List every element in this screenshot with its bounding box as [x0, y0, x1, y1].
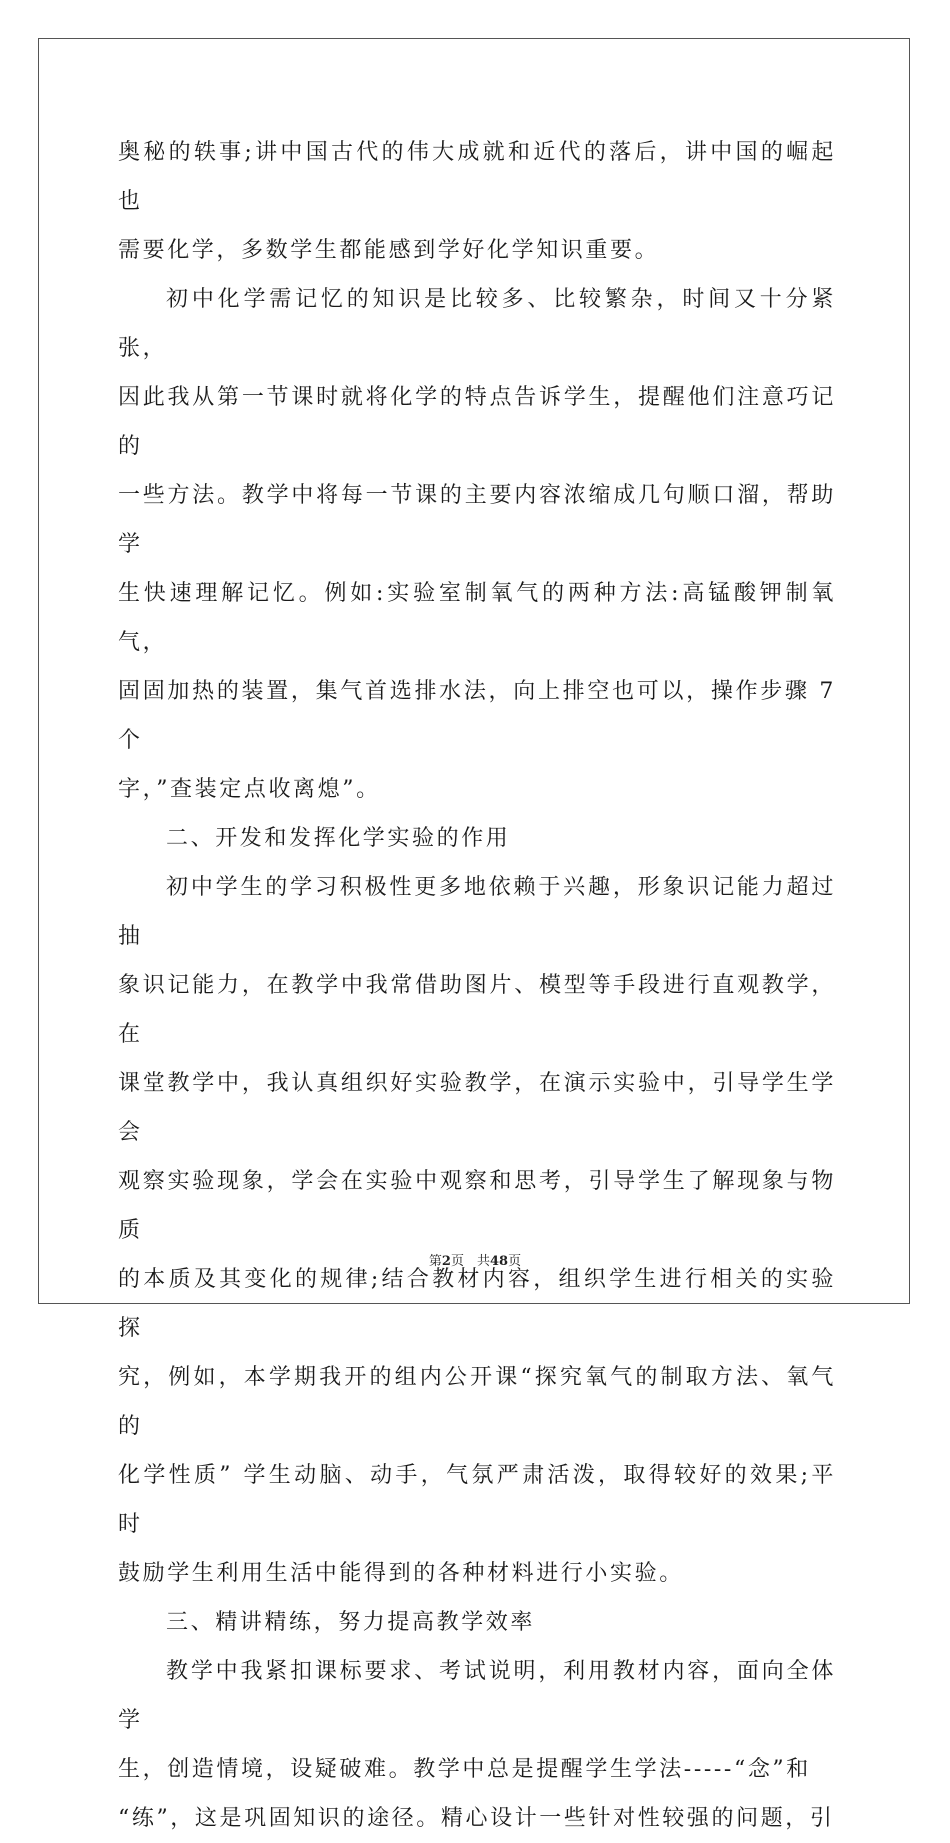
text-line: 生，创造情境，设疑破难。教学中总是提醒学生学法-----“念”和: [118, 1757, 811, 1782]
text-line: “练”，这是巩固知识的途径。精心设计一些针对性较强的问题，引: [118, 1806, 835, 1831]
footer-prefix: 第: [428, 1254, 442, 1269]
text-line: 教学中我紧扣课标要求、考试说明，利用教材内容，面向全体学: [118, 1659, 836, 1733]
paragraph-1: [118, 128, 836, 275]
text-line: 鼓励学生利用生活中能得到的各种材料进行小实验。: [118, 1561, 684, 1586]
current-page-number: 2: [441, 1254, 451, 1269]
footer-suffix: 页: [508, 1254, 522, 1269]
footer-mid: 页 共: [450, 1254, 490, 1269]
text-line: 初中学生的学习积极性更多地依赖于兴趣，形象识记能力超过抽: [118, 875, 836, 949]
text-line: 因此我从第一节课时就将化学的特点告诉学生，提醒他们注意巧记的: [118, 385, 836, 459]
text-line: 观察实验现象，学会在实验中观察和思考，引导学生了解现象与物质: [118, 1169, 836, 1243]
text-line: 固固加热的装置，集气首选排水法，向上排空也可以，操作步骤 7 个: [118, 679, 836, 753]
text-line: 化学性质” 学生动脑、动手，气氛严肃活泼，取得较好的效果;平时: [118, 1463, 836, 1537]
total-page-count: 48: [489, 1254, 509, 1269]
paragraph-2: [118, 275, 836, 814]
text-line: 象识记能力，在教学中我常借助图片、模型等手段进行直观教学，在: [118, 973, 836, 1047]
text-line: 奥秘的轶事;讲中国古代的伟大成就和近代的落后，讲中国的崛起也: [118, 140, 836, 214]
text-line: 需要化学，多数学生都能感到学好化学知识重要。: [118, 238, 660, 263]
text-line: 课堂教学中，我认真组织好实验教学，在演示实验中，引导学生学会: [118, 1071, 836, 1145]
section-heading-2: 二、开发和发挥化学实验的作用: [166, 826, 511, 851]
paragraph-3: [118, 863, 836, 1598]
paragraph-4: [118, 1647, 836, 1843]
text-line: 一些方法。教学中将每一节课的主要内容浓缩成几句顺口溜，帮助学: [118, 483, 836, 557]
text-line: 初中化学需记忆的知识是比较多、比较繁杂，时间又十分紧张，: [118, 287, 836, 361]
document-body: [118, 128, 836, 1843]
section-heading-3: 三、精讲精练，努力提高教学效率: [166, 1610, 536, 1635]
page-footer: [0, 1250, 950, 1269]
text-line: 究，例如，本学期我开的组内公开课“探究氧气的制取方法、氧气的: [118, 1365, 836, 1439]
text-line: 字，”查装定点收离熄”。: [118, 777, 381, 802]
text-line: 的本质及其变化的规律;结合教材内容，组织学生进行相关的实验探: [118, 1267, 836, 1341]
text-line: 生快速理解记忆。例如:实验室制氧气的两种方法:高锰酸钾制氧气，: [118, 581, 836, 655]
